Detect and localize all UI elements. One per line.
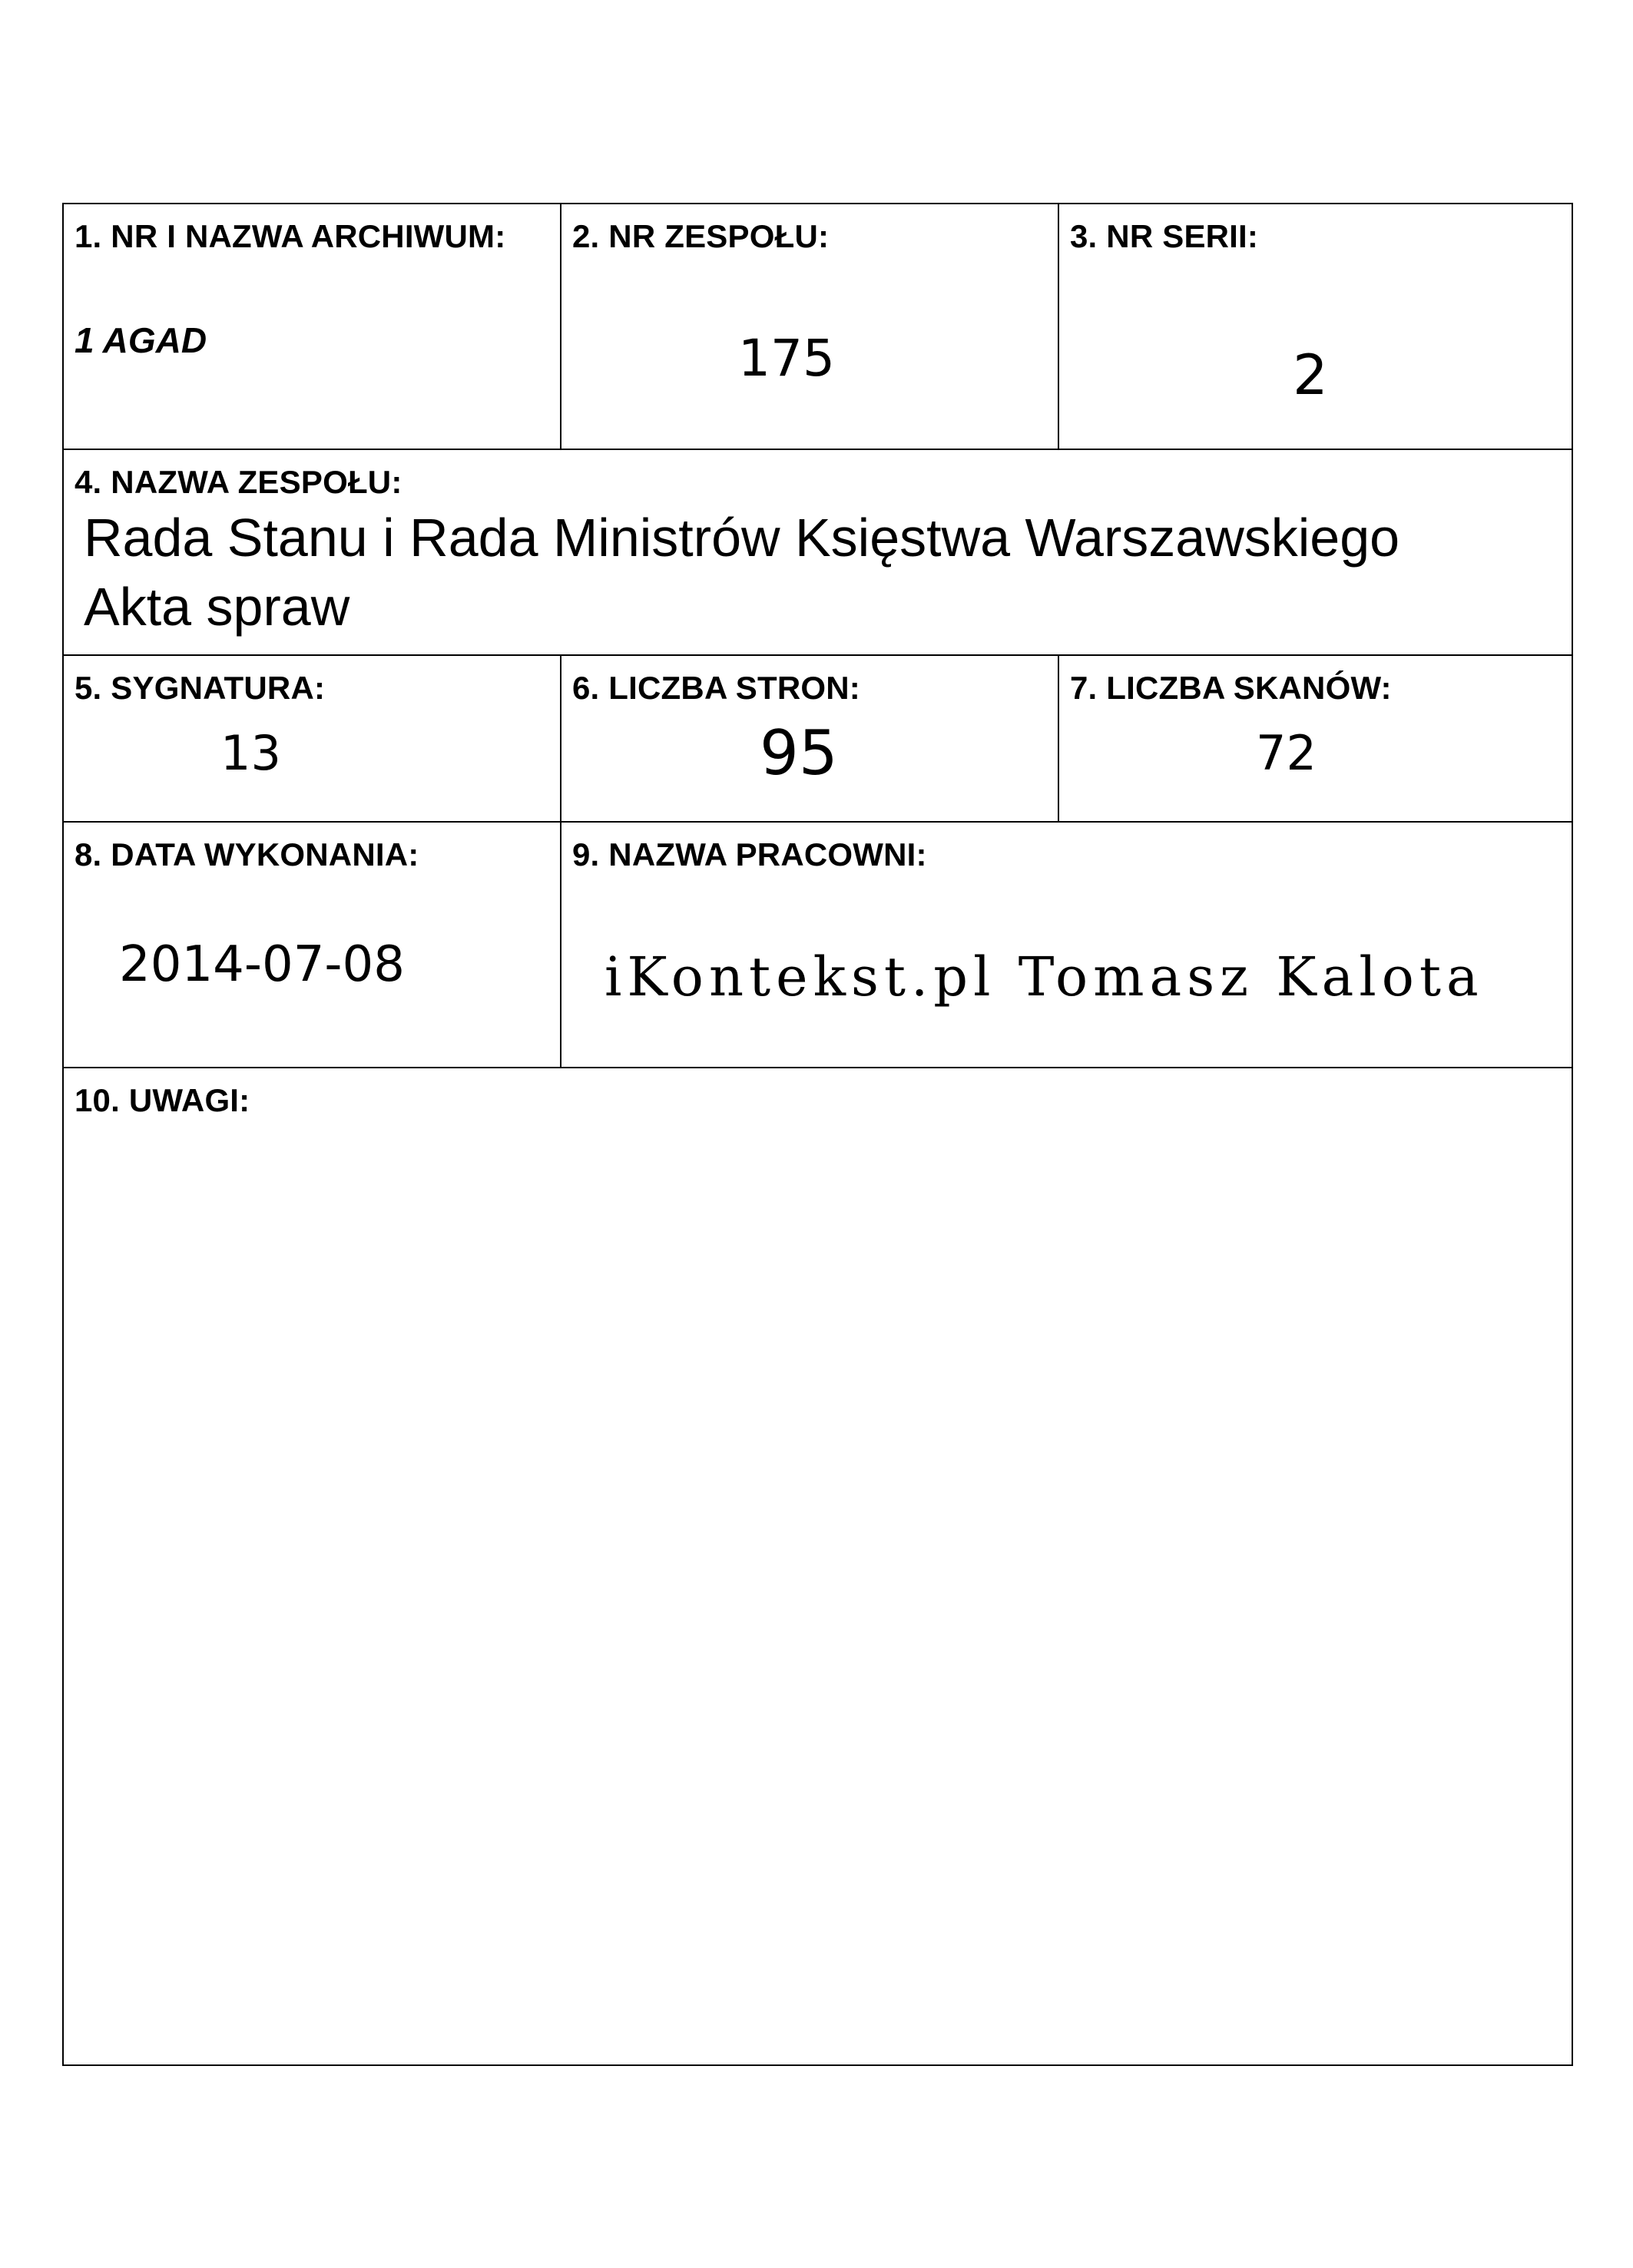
remarks-label: 10. UWAGI: bbox=[75, 1082, 250, 1118]
signature-cell bbox=[64, 656, 560, 821]
page-count-label: 6. LICZBA STRON: bbox=[572, 670, 860, 706]
scan-count-value: 72 bbox=[1256, 725, 1317, 781]
scan-count-cell bbox=[1059, 656, 1572, 821]
scan-count-label: 7. LICZBA SKANÓW: bbox=[1070, 670, 1392, 706]
fonds-name-cell bbox=[64, 450, 1572, 654]
page-count-cell bbox=[561, 656, 1058, 821]
series-cell bbox=[1059, 204, 1572, 449]
fonds-number-cell bbox=[561, 204, 1058, 449]
fonds-name-label: 4. NAZWA ZESPOŁU: bbox=[75, 464, 402, 500]
date-value: 2014-07-08 bbox=[119, 936, 405, 993]
fonds-number-value: 175 bbox=[738, 329, 835, 388]
workshop-value: iKontekst.pl Tomasz Kalota bbox=[605, 945, 1484, 1008]
signature-label: 5. SYGNATURA: bbox=[75, 670, 326, 706]
series-value: 2 bbox=[1293, 343, 1328, 407]
workshop-label: 9. NAZWA PRACOWNI: bbox=[572, 836, 927, 872]
series-label: 3. NR SERII: bbox=[1070, 218, 1259, 254]
remarks-cell bbox=[64, 1068, 1572, 2064]
fonds-number-label: 2. NR ZESPOŁU: bbox=[572, 218, 830, 254]
archive-label: 1. NR I NAZWA ARCHIWUM: bbox=[75, 218, 506, 254]
date-label: 8. DATA WYKONANIA: bbox=[75, 836, 419, 872]
fonds-name-line-1: Rada Stanu i Rada Ministrów Księstwa Warszawskiego bbox=[84, 508, 1400, 568]
fonds-name-line-2: Akta spraw bbox=[84, 577, 350, 637]
date-cell bbox=[64, 823, 560, 1067]
archive-value: 1 AGAD bbox=[75, 320, 207, 360]
page-count-value: 95 bbox=[760, 717, 838, 789]
workshop-cell bbox=[561, 823, 1572, 1067]
archive-cell bbox=[64, 204, 560, 449]
signature-value: 13 bbox=[220, 725, 281, 781]
metadata-table bbox=[62, 203, 1573, 2066]
